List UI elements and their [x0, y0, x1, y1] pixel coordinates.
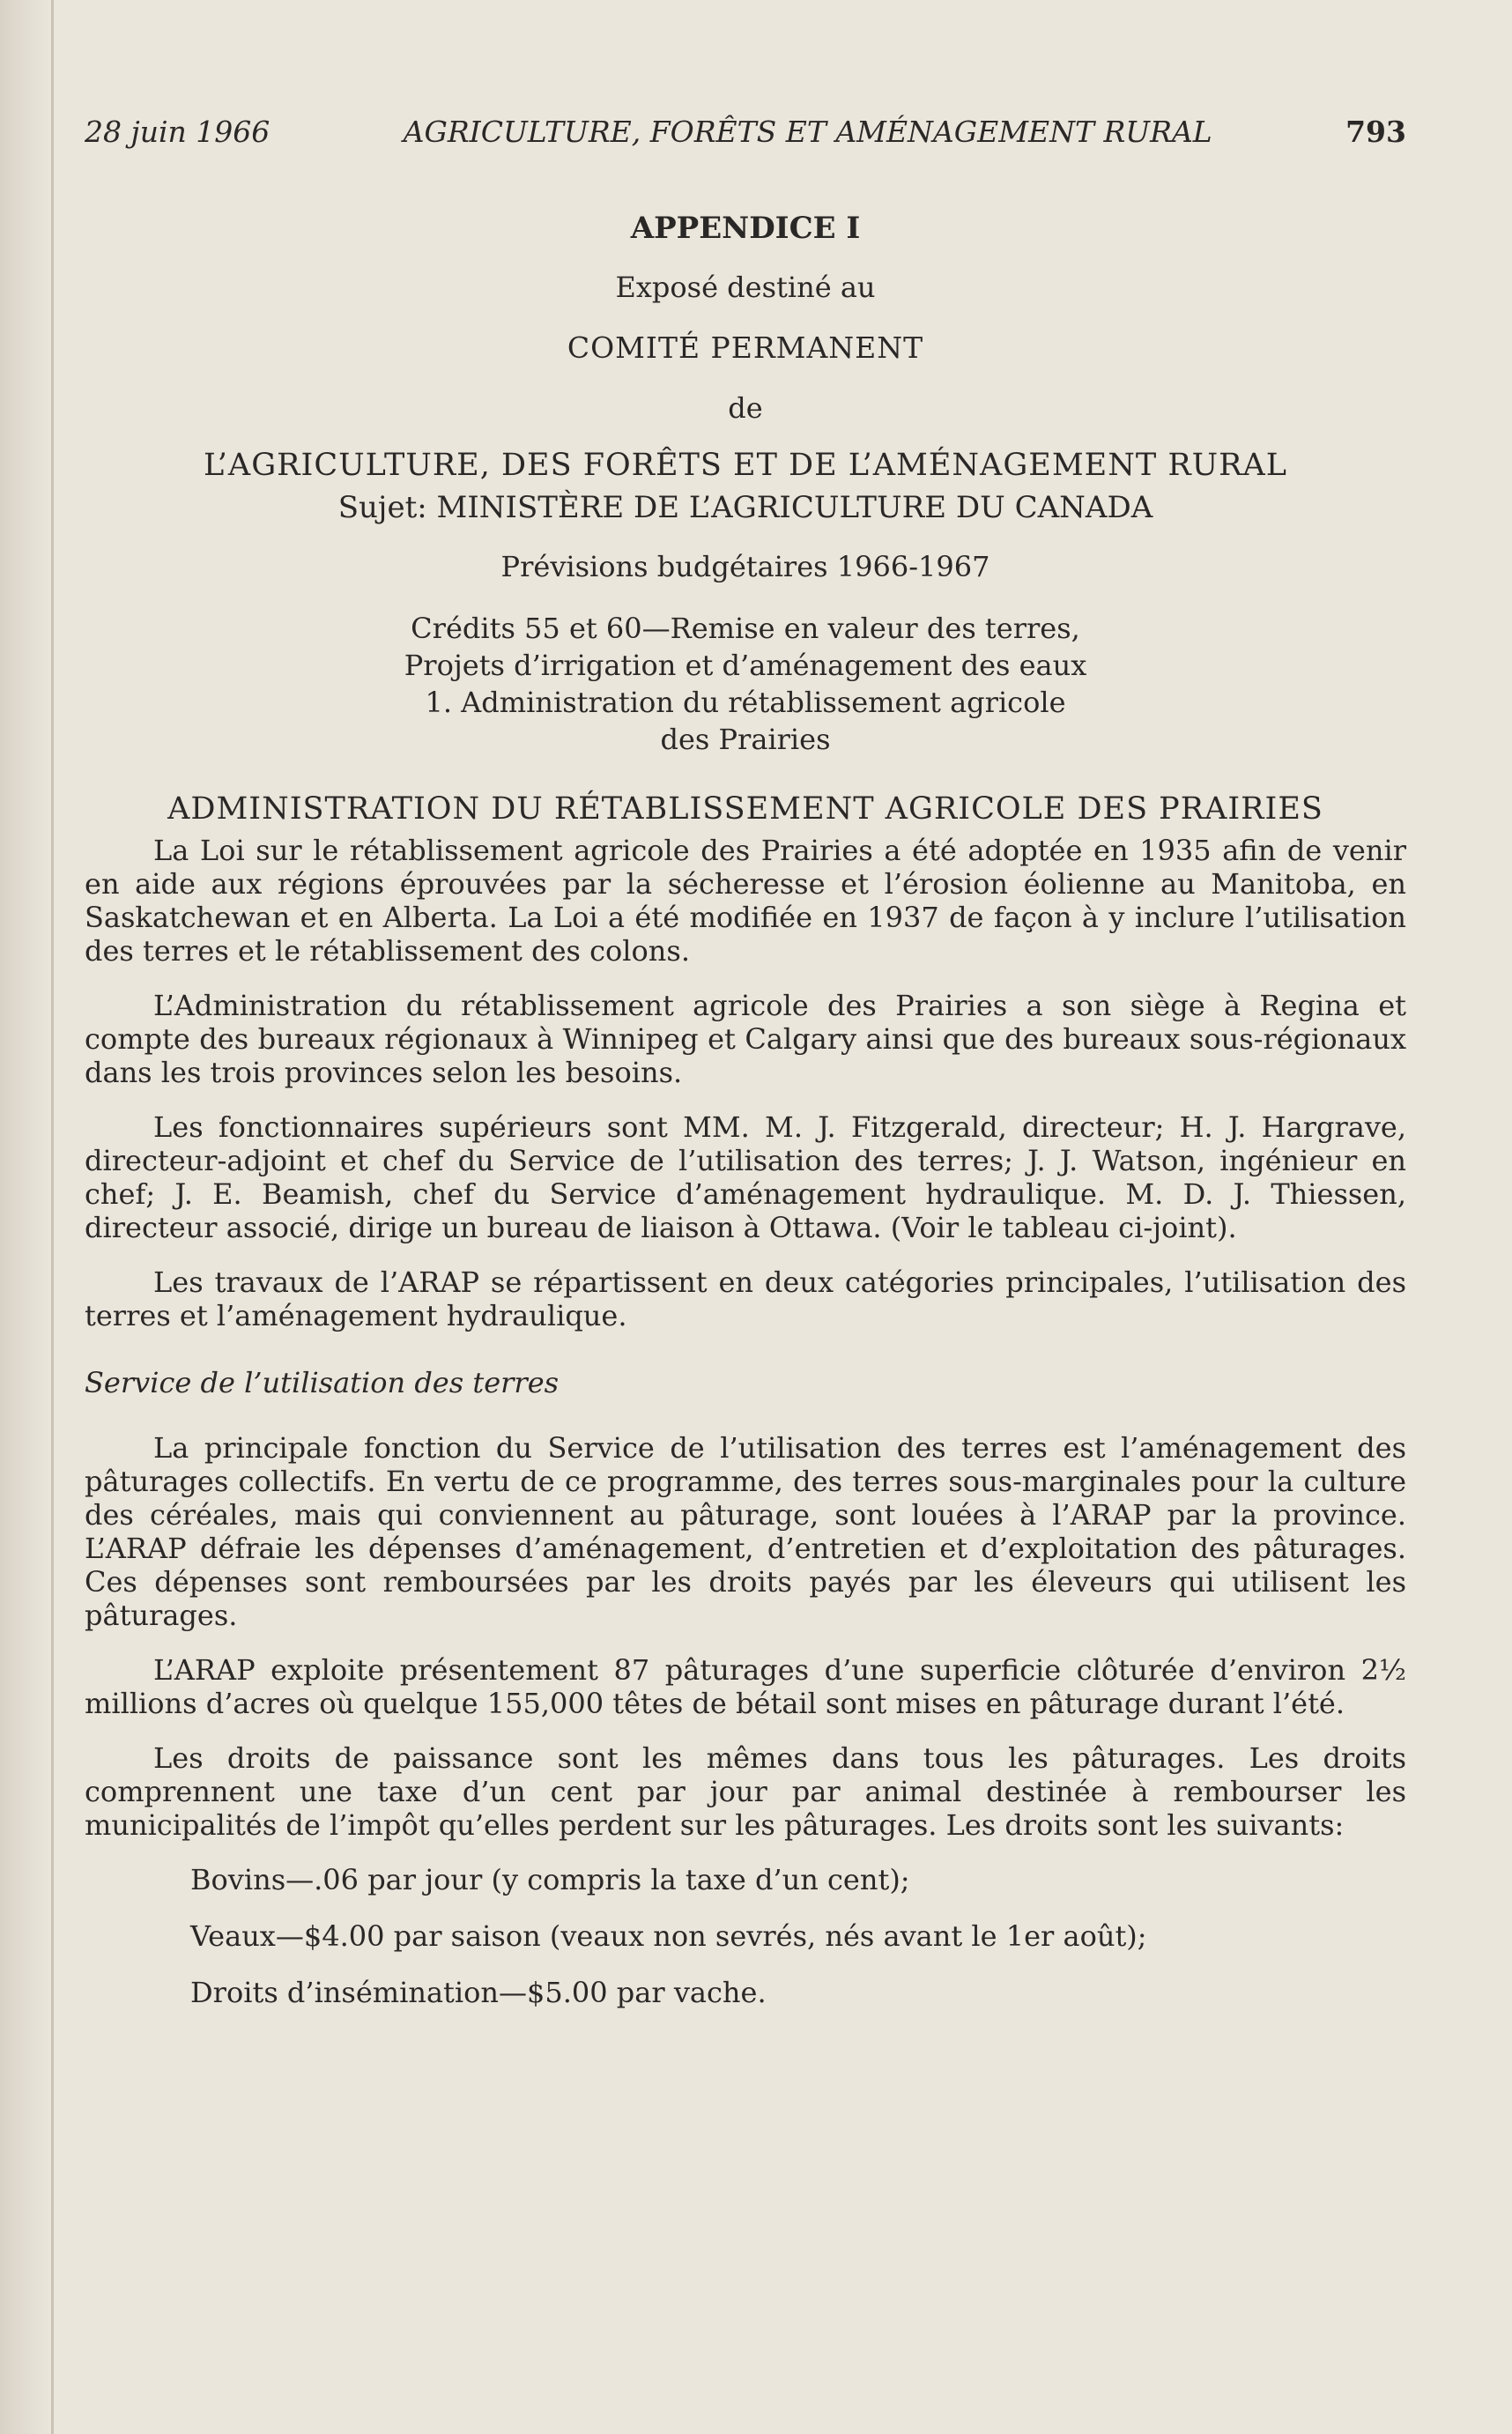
paragraph: La principale fonction du Service de l’utilisation des terres est l’aménagement des pâturages collectifs. En vertu de ce programme, des terres sous-marginales pour la culture des céréales, mais qui conviennent au pâturage, sont louées à l’ARAP par la province. L’ARAP défraie les dépenses d’aménagement, d’entretien et d’exploitation des pâturages. Ces dépenses sont remboursées par les droits payés par les éleveurs qui utilisent les pâturages.: [85, 1431, 1406, 1632]
paragraph: L’Administration du rétablissement agricole des Prairies a son siège à Regina et compte des bureaux régionaux à Winnipeg et Calgary ainsi que des bureaux sous-régionaux dans les trois provinces selon les besoins.: [85, 989, 1406, 1089]
rate-item: Droits d’insémination—$5.00 par vache.: [190, 1976, 767, 2009]
paragraph: Les travaux de l’ARAP se répartissent en deux catégories principales, l’utilisation des terres et l’aménagement hydraulique.: [85, 1265, 1406, 1332]
credits-line: des Prairies: [660, 723, 831, 756]
paragraph: Les fonctionnaires supérieurs sont MM. M. J. Fitzgerald, directeur; H. J. Hargrave, directeur-adjoint et chef du Service de l’utilisation des terres; J. J. Watson, ingénieur en chef; J. E. Beamish, chef du Service d’aménagement hydraulique. M. D. J. Thiessen, directeur associé, dirige un bureau de liaison à Ottawa. (Voir le tableau ci-joint).: [85, 1110, 1406, 1244]
paragraph: L’ARAP exploite présentement 87 pâturages d’une superficie clôturée d’environ 2½ millions d’acres où quelque 155,000 têtes de bétail sont mises en pâturage durant l’été.: [85, 1653, 1406, 1720]
estimates-line: Prévisions budgétaires 1966-1967: [500, 550, 990, 583]
paragraph: Les droits de paissance sont les mêmes dans tous les pâturages. Les droits comprennent une taxe d’un cent par jour par animal destinée à rembourser les municipalités de l’impôt qu’elles perdent sur les pâturages. Les droits sont les suivants:: [85, 1741, 1406, 1842]
paragraph: La Loi sur le rétablissement agricole des Prairies a été adoptée en 1935 afin de venir en aide aux régions éprouvées par la sécheresse et l’érosion éolienne au Manitoba, en Saskatchewan et en Alberta. La Loi a été modifiée en 1937 de façon à y inclure l’utilisation des terres et le rétablissement des colons.: [85, 834, 1406, 968]
running-header: [85, 115, 1406, 149]
credits-line: Projets d’irrigation et d’aménagement des eaux: [404, 649, 1087, 682]
de-line: de: [728, 391, 763, 425]
page-gutter-shadow: [0, 0, 53, 2434]
header-date: 28 juin 1966: [85, 115, 271, 149]
subject-line: Sujet: MINISTÈRE DE L’AGRICULTURE DU CANADA: [337, 490, 1153, 525]
section-heading: ADMINISTRATION DU RÉTABLISSEMENT AGRICOLE DES PRAIRIES: [167, 791, 1323, 827]
header-title: AGRICULTURE, FORÊTS ET AMÉNAGEMENT RURAL: [403, 115, 1212, 149]
subheading: Service de l’utilisation des terres: [85, 1366, 560, 1399]
comite-line: COMITÉ PERMANENT: [567, 330, 924, 365]
credits-block: [85, 610, 1406, 758]
credits-line: 1. Administration du rétablissement agricole: [425, 686, 1066, 719]
gutter-line: [51, 0, 54, 2434]
document-page: [85, 115, 1406, 2032]
credits-line: Crédits 55 et 60—Remise en valeur des terres,: [411, 612, 1080, 645]
committee-name: L’AGRICULTURE, DES FORÊTS ET DE L’AMÉNAGEMENT RURAL: [203, 448, 1288, 483]
rate-item: Veaux—$4.00 par saison (veaux non sevrés, nés avant le 1er août);: [190, 1919, 1147, 1953]
appendix-label: APPENDICE I: [630, 211, 861, 246]
expose-line: Exposé destiné au: [615, 271, 876, 304]
page-number: 793: [1345, 115, 1406, 149]
rate-item: Bovins—.06 par jour (y compris la taxe d’un cent);: [190, 1863, 910, 1896]
